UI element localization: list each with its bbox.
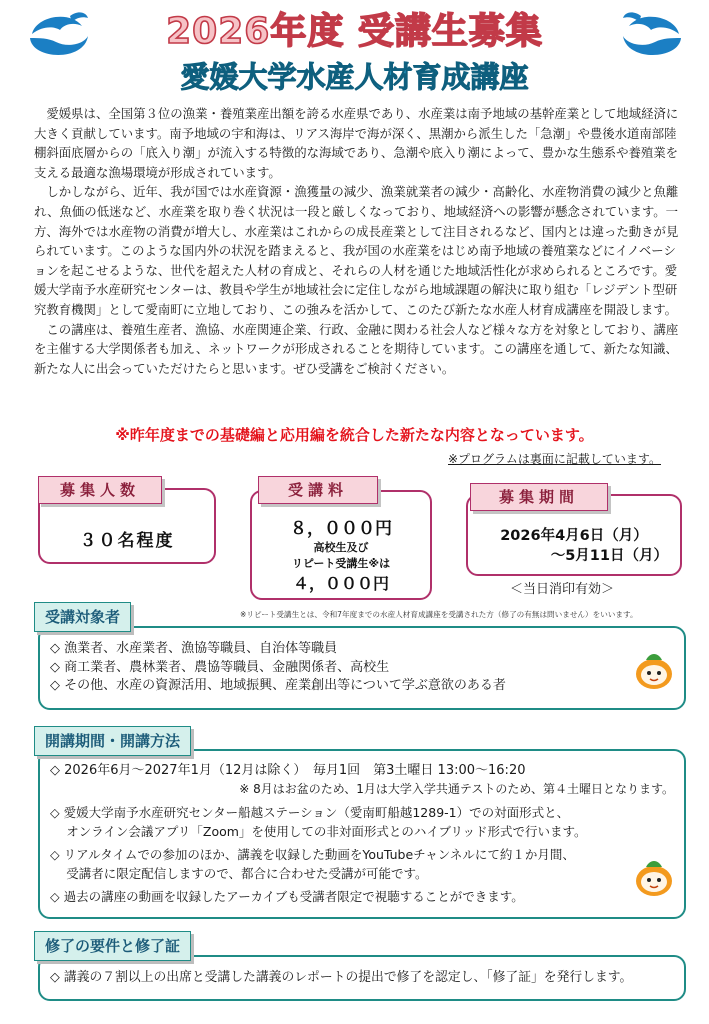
schedule-line: ◇ 過去の講座の動画を収録したアーカイブも受講者限定で視聴することができます。 [50, 889, 524, 904]
completion-line: ◇ 講義の７割以上の出席と受講した講義のレポートの提出で修了を認定し、「修了証」を発行します。 [50, 970, 633, 985]
capacity-label: 募集人数 [38, 476, 162, 504]
intro-text [34, 104, 686, 378]
schedule-line: ◇ 2026年6月～2027年1月（12月は除く） 毎月1回 第3土曜日 13:00～16:20 [50, 763, 526, 778]
period-validity: ＜当日消印有効＞ [510, 582, 615, 597]
capacity-value: ３０名程度 [79, 531, 175, 551]
page-title: 2026年度 受講生募集 [166, 11, 543, 52]
target-item: ◇ 漁業者、水産業者、漁協等職員、自治体等職員 [50, 641, 338, 656]
target-section [38, 626, 686, 710]
mascot-icon [632, 648, 676, 692]
period-label: 募集期間 [470, 483, 608, 511]
fee-value: ８，０００円 [290, 519, 392, 539]
target-item: ◇ その他、水産の資源活用、地域振興、産業創出等について学ぶ意欲のある者 [50, 678, 506, 693]
fee-sub-text: 高校生及び [313, 541, 369, 554]
intro-paragraph: 愛媛県は、全国第３位の漁業・養殖業産出額を誇る水産県であり、水産業は南予地域の基幹産業として地域経済に大きく貢献しています。南予地域の宇和海は、リアス海岸で海が深く、黒潮から派生した「急潮」や豊後水道南部陸棚斜面底層からの「底入り潮」が流入する特徴的な海域であり、急潮や底入り潮によって、豊かな生態系や養殖業を支える最適な漁場環境が形成されています。 [34, 106, 679, 180]
schedule-line: オンライン会議アプリ「Zoom」を使用しての非対面形式とのハイブリッド形式で行います。 [66, 824, 587, 839]
period-end: ～5月11日（月） [550, 548, 668, 564]
target-item: ◇ 商工業者、農林業者、農協等職員、金融関係者、高校生 [50, 659, 390, 675]
intro-paragraph: しかしながら、近年、我が国では水産資源・漁獲量の減少、漁業就業者の減少・高齢化、水産物消費の減少と魚離れ、魚価の低迷など、水産業を取り巻く状況は一段と厳しくなっており、地域経済への影響が懸念されています。一方、海外では水産物の消費が増大し、水産業はこれからの成長産業として注目されるなど、国内とは違った動きが見られています。このような国内外の状況を踏まえると、我が国の水産業をはじめ南予地域の養殖業などにイノベーションを起こせるような、世代を超えた人材の育成と、それらの人材を通じた地域活性化が求められるところです。愛媛大学南予水産研究センターは、教員や学生が地域社会に定住しながら地域課題の解決に取り組む「レジデント型研究教育機関」として愛南町に立地しており、この強みを活かして、このたび新たな水産人材育成講座を開設します。 [34, 184, 679, 317]
schedule-label: 開講期間・開講方法 [34, 726, 191, 756]
fee-sub-value: ４，０００円 [292, 574, 389, 593]
page-subtitle: 愛媛大学水産人材育成講座 [180, 60, 529, 94]
repeat-footnote: ※リピート受講生とは、令和7年度までの水産人材育成講座を受講された方（修了の有無は問いません）をいいます。 [240, 610, 638, 619]
schedule-section [38, 749, 686, 919]
schedule-line: ◇ リアルタイムでの参加のほか、講義を収録した動画をYouTubeチャンネルにて約１か月間、 [50, 847, 575, 862]
target-label: 受講対象者 [34, 602, 131, 632]
notice-text: ※昨年度までの基礎編と応用編を統合した新たな内容となっています。 [115, 426, 594, 444]
fee-sub-text: リピート受講生※は [291, 557, 391, 570]
period-start: 2026年4月6日（月） [500, 528, 648, 544]
schedule-note: ※ 8月はお盆のため、1月は大学入学共通テストのため、第４土曜日となります。 [239, 782, 674, 796]
mascot-icon [632, 855, 676, 899]
completion-label: 修了の要件と修了証 [34, 931, 191, 961]
completion-section [38, 955, 686, 1001]
fee-box [250, 490, 432, 600]
fee-label: 受講料 [258, 476, 378, 504]
program-note: ※プログラムは裏面に記載しています。 [448, 452, 661, 466]
schedule-line: ◇ 愛媛大学南予水産研究センター船越ステーション（愛南町船越1289-1）での対面形式と、 [50, 805, 570, 820]
intro-paragraph: この講座は、養殖生産者、漁協、水産関連企業、行政、金融に関わる社会人など様々な方を対象としており、講座を主催する大学関係者も加え、ネットワークが形成されることを期待しています。この講座を通して、新たな知識、新たな人に出会っていただけたらと思います。ぜひ受講をご検討ください。 [34, 321, 679, 376]
schedule-line: 受講者に限定配信しますので、都合に合わせた受講が可能です。 [66, 866, 428, 881]
